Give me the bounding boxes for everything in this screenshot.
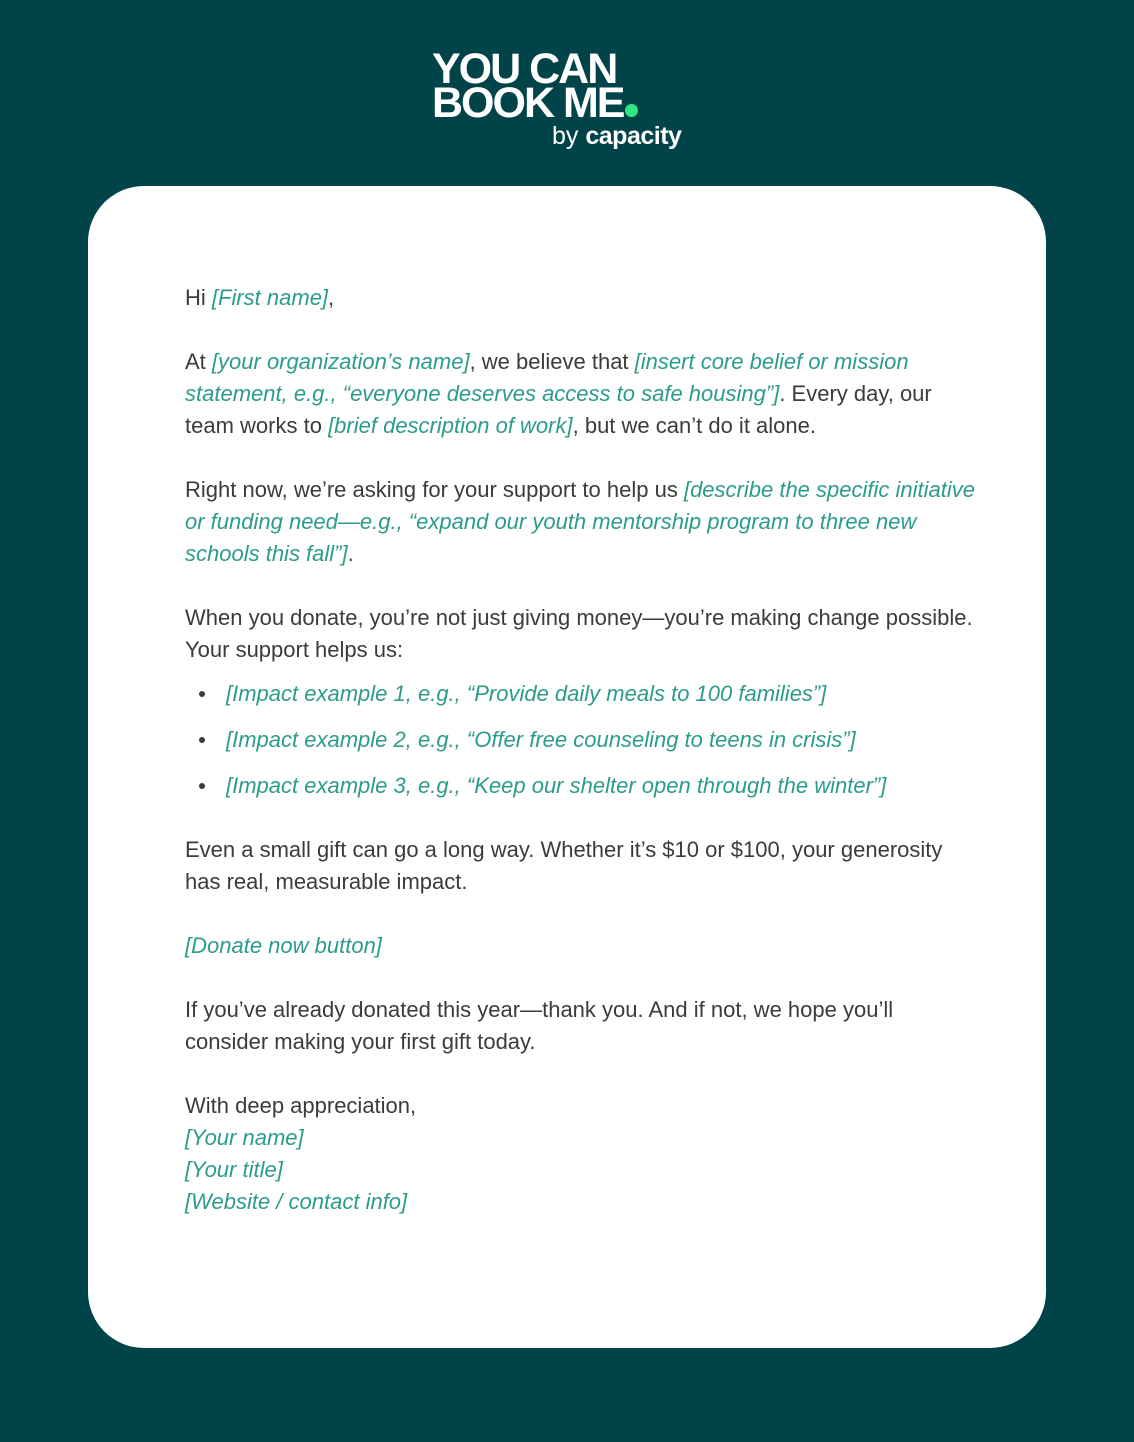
bullet-icon bbox=[199, 783, 205, 789]
mission-every-day: . Every day, our team works to bbox=[185, 381, 932, 438]
paragraph-small-gift: Even a small gift can go a long way. Whether it’s $10 or $100, your generosity has real, measurable impact. bbox=[185, 837, 943, 894]
paragraph-thank-you: If you’ve already donated this year—thank you. And if not, we hope you’ll consider making your first gift today. bbox=[185, 997, 894, 1054]
your-name-placeholder: [Your name] bbox=[185, 1125, 304, 1150]
paragraph-mission bbox=[185, 346, 975, 442]
impact-2-placeholder: [Impact example 2, e.g., “Offer free counseling to teens in crisis”] bbox=[226, 727, 856, 752]
impact-list bbox=[185, 678, 975, 802]
ask-period: . bbox=[347, 541, 354, 566]
list-item bbox=[185, 724, 975, 756]
mission-at: At bbox=[185, 349, 206, 374]
logo-dot-icon bbox=[625, 104, 638, 117]
impact-3-placeholder: [Impact example 3, e.g., “Keep our shelter open through the winter”] bbox=[226, 773, 887, 798]
signature-block bbox=[185, 1090, 975, 1218]
logo-line-1: YOU CAN bbox=[432, 45, 617, 93]
impact-1-placeholder: [Impact example 1, e.g., “Provide daily meals to 100 families”] bbox=[226, 681, 827, 706]
greeting-hi: Hi bbox=[185, 285, 206, 310]
list-item bbox=[185, 678, 975, 710]
first-name-placeholder: [First name] bbox=[211, 285, 329, 310]
logo-by: by bbox=[552, 122, 579, 150]
logo-brand: capacity bbox=[585, 122, 682, 150]
contact-info-placeholder: [Website / contact info] bbox=[185, 1189, 408, 1214]
org-name-placeholder: [your organization’s name] bbox=[211, 349, 470, 374]
ask-right-now: Right now, we’re asking for your support to help us bbox=[185, 477, 678, 502]
paragraph-ask bbox=[185, 474, 975, 570]
paragraph-donate: When you donate, you’re not just giving money—you’re making change possible. Your support helps us: bbox=[185, 605, 973, 662]
belief-placeholder: [insert core belief or mission statement, e.g., “everyone deserves access to safe housing”] bbox=[185, 349, 909, 406]
letter-body bbox=[185, 282, 975, 1218]
logo-line-2-text: BOOK ME bbox=[432, 79, 624, 127]
mission-we-believe: , we believe that bbox=[469, 349, 629, 374]
donate-now-placeholder: [Donate now button] bbox=[185, 933, 382, 958]
closing-line: With deep appreciation, bbox=[185, 1093, 417, 1118]
mission-cant: , but we can’t do it alone. bbox=[572, 413, 816, 438]
initiative-placeholder: [describe the specific initiative or funding need—e.g., “expand our youth mentorship program to three new schools this fall”] bbox=[185, 477, 975, 566]
logo-line-2 bbox=[432, 79, 712, 127]
work-placeholder: [brief description of work] bbox=[328, 413, 573, 438]
bullet-icon bbox=[199, 737, 205, 743]
logo-byline bbox=[552, 122, 681, 151]
list-item bbox=[185, 770, 975, 802]
your-title-placeholder: [Your title] bbox=[185, 1157, 283, 1182]
brand-logo bbox=[432, 45, 712, 152]
bullet-icon bbox=[199, 691, 205, 697]
greeting bbox=[185, 282, 975, 314]
greeting-comma: , bbox=[328, 285, 335, 310]
